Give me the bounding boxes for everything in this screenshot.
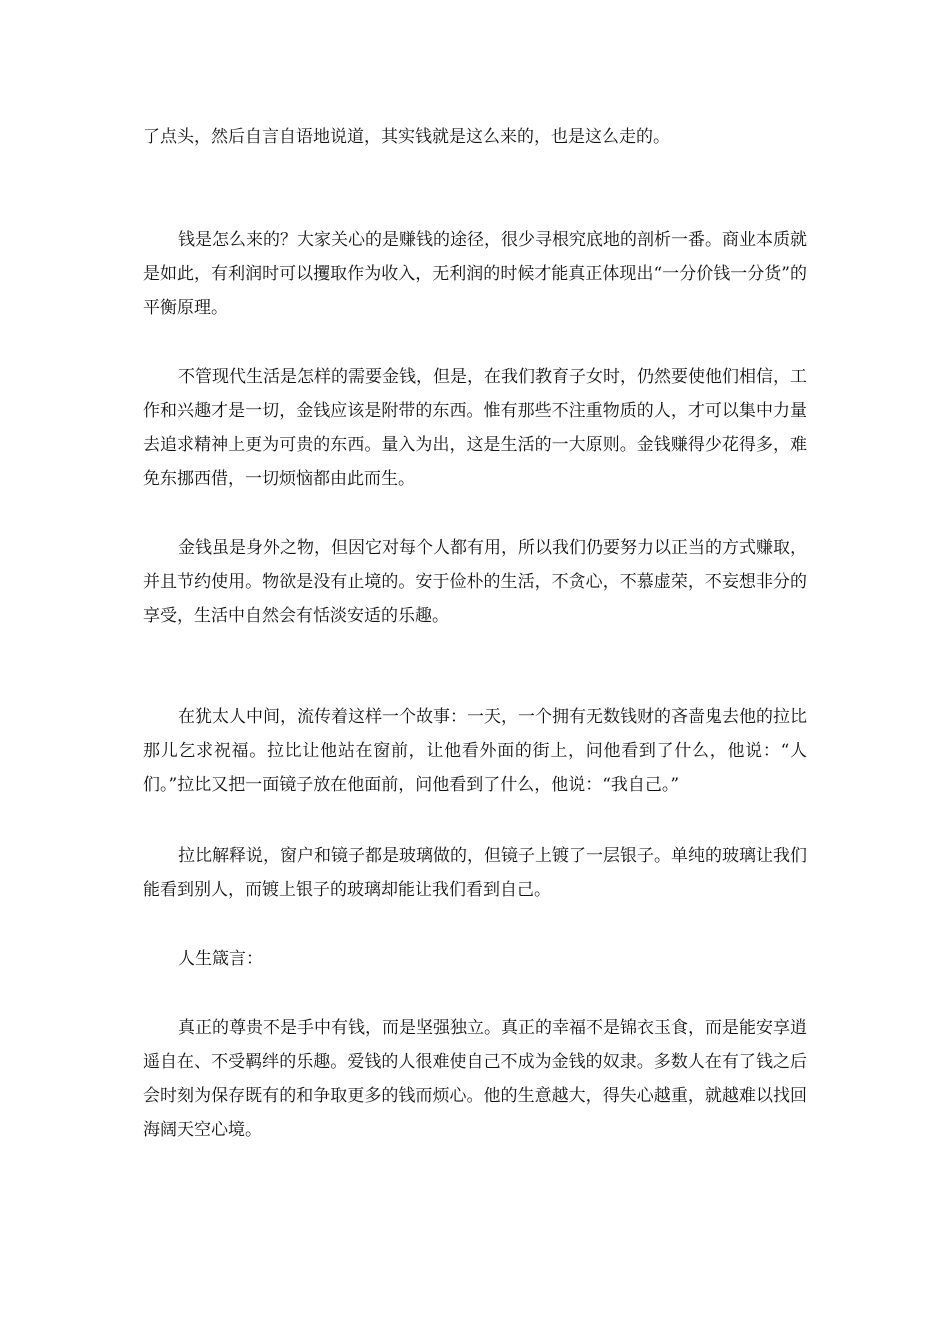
paragraph-3: 不管现代生活是怎样的需要金钱，但是，在我们教育子女时，仍然要使他们相信，工作和兴趣才是一切，金钱应该是附带的东西。惟有那些不注重物质的人，才可以集中力量去追求精神上更为可贵的东西。量入为出，这是生活的一大原则。金钱赚得少花得多，难免东挪西借，一切烦恼都由此而生。: [143, 367, 807, 489]
paragraph-1: 了点头，然后自言自语地说道，其实钱就是这么来的，也是这么走的。: [143, 127, 670, 147]
paragraph-6: 拉比解释说，窗户和镜子都是玻璃做的，但镜子上镀了一层银子。单纯的玻璃让我们能看到别人，而镀上银子的玻璃却能让我们看到自己。: [143, 846, 807, 900]
paragraph-2: 钱是怎么来的？大家关心的是赚钱的途径，很少寻根究底地的剖析一番。商业本质就是如此，有利润时可以攫取作为收入，无利润的时候才能真正体现出“一分价钱一分货”的平衡原理。: [143, 230, 807, 318]
paragraph-5: 在犹太人中间，流传着这样一个故事：一天，一个拥有无数钱财的吝啬鬼去他的拉比那儿乞求祝福。拉比让他站在窗前，让他看外面的街上，问他看到了什么，他说：“人们。”拉比又把一面镜子放在他面前，问他看到了什么，他说：“我自己。”: [143, 707, 807, 795]
paragraph-4: 金钱虽是身外之物，但因它对每个人都有用，所以我们仍要努力以正当的方式赚取，并且节约使用。物欲是没有止境的。安于俭朴的生活，不贪心，不慕虚荣，不妄想非分的享受，生活中自然会有恬淡安适的乐趣。: [143, 538, 807, 626]
paragraph-7-heading: 人生箴言：: [178, 949, 263, 969]
paragraph-8: 真正的尊贵不是手中有钱，而是坚强独立。真正的幸福不是锦衣玉食，而是能安享逍遥自在、不受羁绊的乐趣。爱钱的人很难使自己不成为金钱的奴隶。多数人在有了钱之后会时刻为保存既有的和争取更多的钱而烦心。他的生意越大，得失心越重，就越难以找回海阔天空心境。: [143, 1018, 807, 1140]
